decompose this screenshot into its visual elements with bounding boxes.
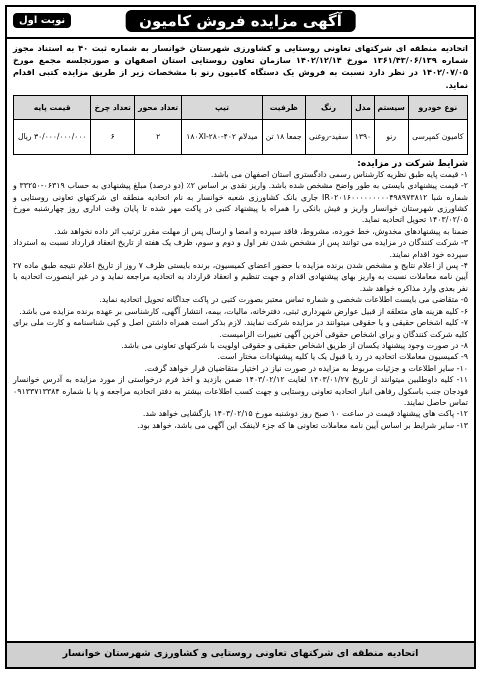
table-header-row [14, 95, 468, 119]
cell-vehicle-type: کامیون کمپرسی [408, 119, 467, 154]
condition-item: ۱۱- کلیه داوطلبین میتوانند از تاریخ ۱۴۰۳/۰۱/۲۷ لغایت ۱۴۰۳/۰۲/۱۲ ضمن بازدید و اخذ فرم درخواستی از مورد مزایده به آدرس خوانسار فودجان جنب باسکول رفاهی انبار اتحادیه تعاونی روستایی و جهت کسب اطلاعات بیشتر به دفتر اتحادیه مراجعه و یا با شماره ۰۹۱۳۳۷۱۳۳۸۴ تماس حاصل نمایند. [13, 375, 469, 407]
cell-color: سفید-روغنی [305, 119, 351, 154]
table-row [14, 119, 468, 154]
condition-item: ۲- قیمت پیشنهادی بایستی به طور واضح مشخص شده باشد. واریز نقدی بر اساس ۲٪ (دو درصد) مبلغ پیشنهادی به حساب ۰۶۳۱۹-۳۳۲۵۰ و شماره شبا IR۰۲۰۱۶۰۰۰۰۰۰۰۰۰۴۹۸۹۷۳۸۱۲ جاری بانک کشاورزی شعبه خوانسار به نام اتحادیه منطقه ای شرکتهای تعاونی روستایی و کشاورزی شهرستان خوانسار واریز و فیش بانکی را همراه با پیشنهاد کتبی در پاکت مهر شده تا پایان وقت اداری روز چهارشنبه مورخ ۱۴۰۳/۰۲/۰۵ تحویل اتحادیه نماید. [13, 181, 468, 225]
cell-wheel-count: ۶ [91, 119, 134, 154]
header-model: مدل [352, 95, 374, 119]
condition-item: ۸- در صورت وجود پیشنهاد یکسان از طریق اشخاص حقیقی و حقوقی اولویت با شرکتهای تعاونی می باشد. [121, 340, 468, 350]
condition-item: ۹- کمیسیون معاملات اتحادیه در رد یا قبول یک یا کلیه پیشنهادات مختار است. [217, 352, 468, 362]
cell-capacity: جمعا ۱۸ تن [262, 119, 305, 154]
notice-title: آگهی مزایده فروش کامیون [125, 10, 356, 32]
vehicle-spec-table [13, 95, 468, 155]
condition-item: ۱- قیمت پایه طبق نظریه کارشناس رسمی دادگستری استان اصفهان می باشد. [210, 169, 468, 179]
conditions-title: شرایط شرکت در مزایده: [357, 158, 468, 169]
header-system: سیستم [374, 95, 408, 119]
header-vehicle-type: نوع خودرو [408, 95, 467, 119]
notice-header [7, 7, 474, 39]
auction-notice [5, 5, 476, 669]
cell-system: رنو [374, 119, 408, 154]
conditions-list [7, 169, 474, 431]
condition-item: ۱۲- پاکت های پیشنهاد قیمت در ساعت ۱۰ صبح روز دوشنبه مورخ ۱۴۰۳/۰۲/۱۵ بازگشایی خواهد شد. [142, 409, 468, 419]
header-base-price: قیمت پایه [14, 95, 91, 119]
cell-model: ۱۳۹۰ [352, 119, 374, 154]
round-badge: نوبت اول [13, 13, 71, 28]
cell-axle-count: ۲ [134, 119, 181, 154]
header-capacity: ظرفیت [262, 95, 305, 119]
issuer-footer: اتحادیه منطقه ای شرکتهای تعاونی روستایی و کشاورزی شهرستان خوانسار [7, 641, 474, 667]
cell-base-price: ۳۰/۰۰۰/۰۰۰/۰۰۰ ریال [14, 119, 91, 154]
condition-item: ۳- شرکت کنندگان در مزایده می توانند پس از مشخص شدن نفر اول و دوم و سوم، ظرف یک هفته از تاریخ انعقاد قرارداد نسبت به استرداد سپرده خود اقدام نمایند. [13, 238, 468, 259]
condition-item: ۷- کلیه اشخاص حقیقی و یا حقوقی میتوانند در مزایده شرکت نمایند. لازم بذکر است همراه داشتن اصل و کپی شناسنامه و کارت ملی برای کلیه شرکت کنندگان و برای اشخاص حقوقی آخرین آگهی تغییرات الزامیست. [13, 318, 468, 339]
header-type: تیپ [182, 95, 262, 119]
condition-item: ۱۳- سایر شرایط بر اساس آیین نامه معاملات تعاونی ها که جزء لاینفک این آگهی می باشد، خواهد بود. [137, 420, 468, 430]
cell-type: میدلام ۴۰۲-۱۸۰XI-۲۸۰ [182, 119, 262, 154]
header-axle-count: تعداد محور [134, 95, 181, 119]
condition-item: ۴- پس از اعلام نتایج و مشخص شدن برنده مزایده با حضور اعضای کمیسیون، برنده بایستی ظرف ۷ روز از تاریخ اعلام نتیجه طبق ماده ۲۷ آیین نامه معاملات نسبت به واریز بهای پیشنهادی اقدام و جهت تنظیم و انعقاد قرارداد به اتحادیه مراجعه نماید و در غیر اینصورت اتحادیه با نفر بعدی وارد مذاکره خواهد شد. [13, 261, 469, 293]
header-color: رنگ [305, 95, 351, 119]
condition-item: ضمنا به پیشنهادهای مخدوش، خط خورده، مشروط، فاقد سپرده و امضا و ارسال پس از مهلت مقرر ترتیب اثر داده نخواهد شد. [54, 226, 468, 236]
condition-item: ۱۰- سایر اطلاعات و جزئیات مربوط به مزایده در صورت نیاز در اختیار متقاضیان قرار خواهد گرفت. [144, 363, 468, 373]
condition-item: ۵- متقاضی می بایست اطلاعات شخصی و شماره تماس معتبر بصورت کتبی در پاکت جداگانه تحویل اتحادیه نماید. [99, 295, 468, 305]
intro-paragraph: اتحادیه منطقه ای شرکتهای تعاونی روستایی و کشاورزی شهرستان خوانسار به شماره ثبت ۴۰ به استناد مجوز شماره ۱۳۶۱/۴۳/۰۶/۱۳۹ مورخ ۱۴۰۲/۱۲/۱۴ سازمان تعاون روستایی استان اصفهان و صورتجلسه مجمع مورخ ۱۴۰۲/۰۷/۰۵ در نظر دارد نسبت به فروش یک دستگاه کامیون رنو با مشخصات زیر از طریق مزایده کتبی اقدام نماید. [13, 43, 468, 90]
header-wheel-count: تعداد چرخ [91, 95, 134, 119]
condition-item: ۶- کلیه هزینه های متعلقه از قبیل عوارض شهرداری ثبتی، دفترخانه، مالیات، بیمه، انتشار آگهی، کارشناسی بر عهده برنده مزایده می باشد. [19, 306, 468, 316]
